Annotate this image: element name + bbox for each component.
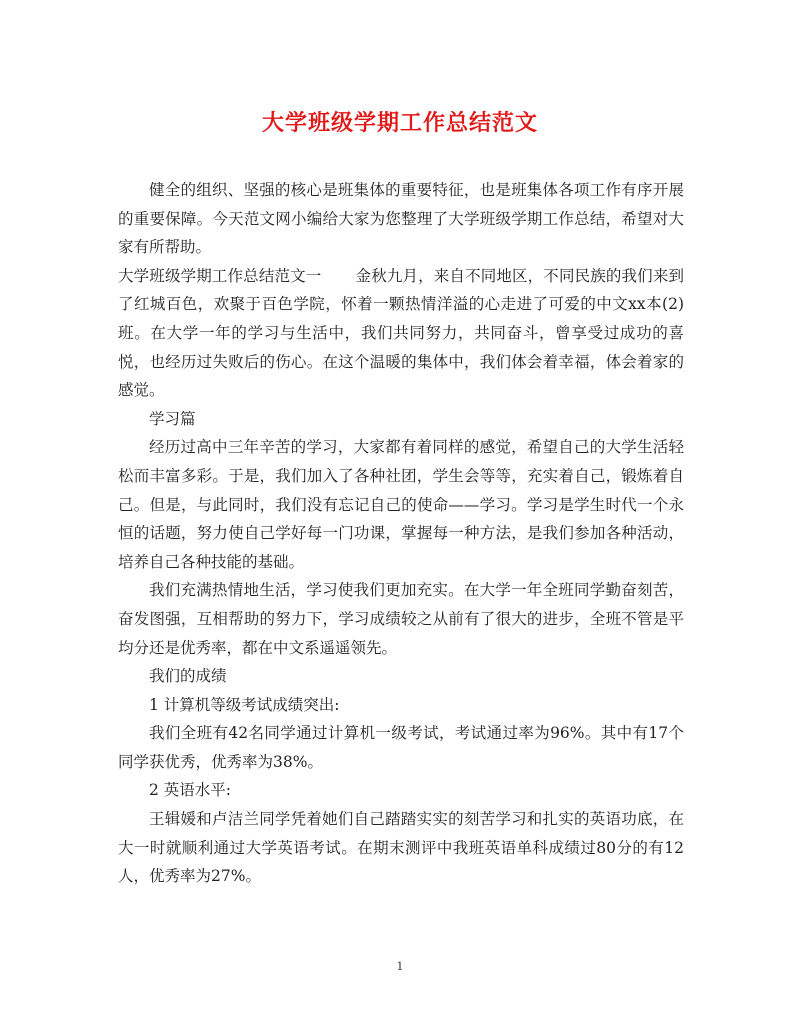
section1-text: 金秋九月，来自不同地区，不同民族的我们来到了红城百色，欢聚于百色学院，怀着一颗热情洋溢的心走进了可爱的中文xx本(2)班。在大学一年的学习与生活中，我们共同努力，共同奋斗，曾享受过成功的喜悦，也经历过失败后的伤心。在这个温暖的集体中，我们体会着幸福，体会着家的感觉。	[118, 266, 684, 400]
item2-paragraph: 王辑媛和卢洁兰同学凭着她们自己踏踏实实的刻苦学习和扎实的英语功底，在大一时就顺利通过大学英语考试。在期末测评中我班英语单科成绩过80分的有12人，优秀率为27%。	[118, 810, 684, 886]
item1-heading: 1 计算机等级考试成绩突出:	[149, 695, 340, 714]
study-heading: 学习篇	[149, 409, 196, 428]
study-paragraph-1: 经历过高中三年辛苦的学习，大家都有着同样的感觉，希望自己的大学生活轻松而丰富多彩。于是，我们加入了各种社团，学生会等等，充实着自己，锻炼着自己。但是，与此同时，我们没有忘记自己的使命——学习。学习是学生时代一个永恒的话题，努力使自己学好每一门功课，掌握每一种方法，是我们参加各种活动，培养自己各种技能的基础。	[118, 438, 684, 571]
results-heading: 我们的成绩	[149, 667, 227, 686]
section1-heading: 大学班级学期工作总结范文一	[118, 266, 322, 285]
page-number: 1	[396, 960, 404, 973]
study-paragraph-2: 我们充满热情地生活，学习使我们更加充实。在大学一年全班同学勤奋刻苦，奋发图强，互相帮助的努力下，学习成绩较之从前有了很大的进步，全班不管是平均分还是优秀率，都在中文系遥遥领先。	[118, 581, 684, 657]
document-title: 大学班级学期工作总结范文	[261, 110, 538, 136]
item2-heading: 2 英语水平:	[149, 781, 232, 800]
item1-paragraph: 我们全班有42名同学通过计算机一级考试，考试通过率为96%。其中有17个同学获优秀，优秀率为38%。	[118, 724, 684, 771]
document-body	[118, 176, 684, 891]
section1-paragraph	[118, 262, 684, 405]
intro-paragraph: 健全的组织、坚强的核心是班集体的重要特征，也是班集体各项工作有序开展的重要保障。今天范文网小编给大家为您整理了大学班级学期工作总结，希望对大家有所帮助。	[118, 181, 684, 257]
